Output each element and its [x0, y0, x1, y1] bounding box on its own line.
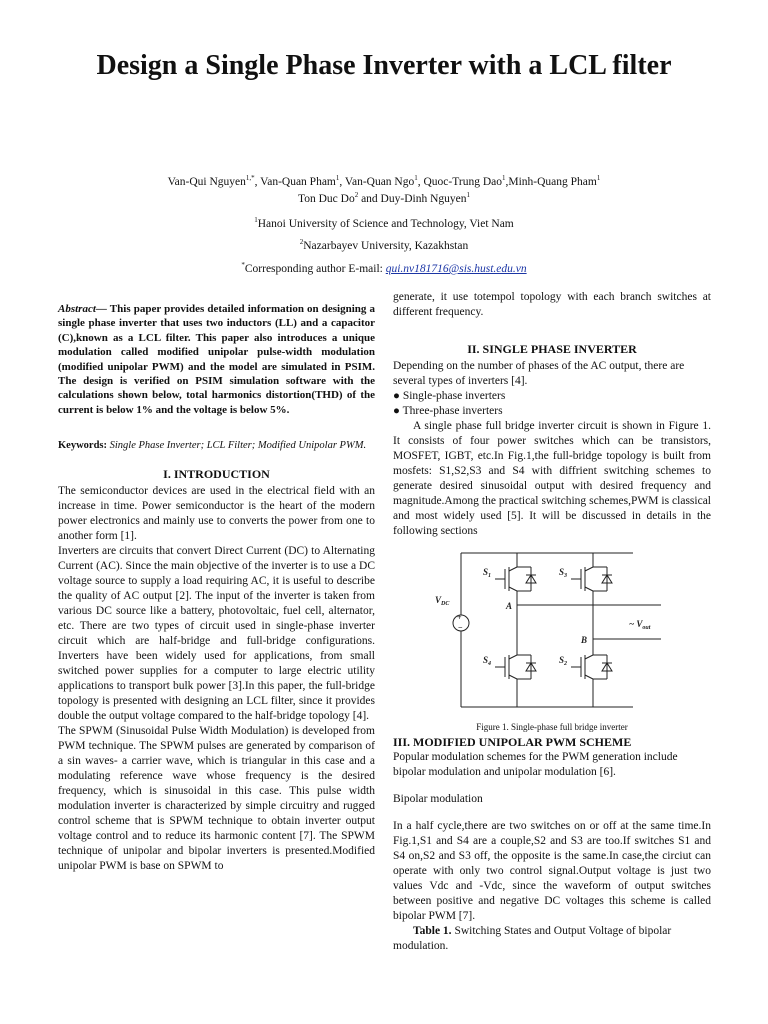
continued-paragraph: generate, it use totempol topology with each branch switches at different frequency.: [393, 291, 711, 318]
affil-sup: 1: [254, 216, 258, 225]
vdc-label: $V_{DC}$: [435, 595, 450, 607]
abstract: [58, 302, 375, 417]
keywords-label: Keywords:: [58, 440, 107, 452]
author-line-2: [60, 191, 708, 208]
affiliation-1: [60, 216, 708, 232]
author-sup: 1: [466, 191, 470, 200]
left-column: [58, 302, 375, 874]
author-sup: 1: [501, 174, 506, 183]
author: ,Minh-Quang Pham: [505, 176, 597, 188]
sec2-paragraph-2: A single phase full bridge inverter circuit is shown in Figure 1. It consists of four power switches which can be transistors, MOSFET, IGBT, etc.In Fig.1,the full-bridge topology is built from mosfets: S1,S2,S3 and S4 with diffrient switching schemes to generate desired sinusoidal output with desired frequency and magnitude.Among the practical switching schemes,PWM is classical and most widely used [5]. It will be discussed in details in the following sections: [393, 420, 711, 537]
table-caption: [393, 924, 711, 954]
s4-label: $S_4$: [483, 655, 492, 667]
author-list: [60, 174, 708, 208]
switch-s2: [571, 655, 612, 679]
bullet-item: ● Three-phase inverters: [393, 405, 503, 417]
author: , Quoc-Trung Dao: [417, 176, 502, 188]
affiliation-2: [60, 238, 708, 254]
author-sup: 1: [414, 174, 418, 183]
s1-label: $S_1$: [483, 567, 492, 579]
keywords-text: Single Phase Inverter; LCL Filter; Modified Unipolar PWM.: [107, 440, 367, 452]
node-b-label: B: [581, 635, 588, 645]
dc-plus-sign: +: [457, 613, 462, 622]
full-bridge-inverter-diagram: [433, 547, 665, 712]
corresponding-author: [60, 261, 708, 277]
author-sup: 1: [335, 174, 340, 183]
sec3-paragraph-1: Popular modulation schemes for the PWM generation include bipolar modulation and unipolar modulation [6].: [393, 751, 678, 778]
vout-label: ~ $V_{out}$: [629, 619, 651, 631]
intro-paragraph-1: The semiconductor devices are used in the electrical field with an increase in time. Power semiconductor is the heart of the modern power electronics and mainly use to converts the power from one to another form [1].: [58, 485, 375, 543]
keywords: [58, 439, 375, 453]
author-line-1: [60, 174, 708, 191]
intro-paragraph-3: The SPWM (Sinusoidal Pulse Width Modulation) is developed from PWM technique. The SPWM pulses are generated by comparison of a sin waves- a carrier wave, which is triangular in this case and a modulating reference wave whose frequency is the desired frequency, which is sinusoidal in this case. This pulse width modulation inverter is characterized by simple circuitry and rugged control scheme that is SPWM technique to obtain inverter output voltage control and to reduce its harmonic content [7]. The SPWM technique of unipolar and bipolar inverters is presented.Modified unipolar PWM is base on SPWM to: [58, 725, 375, 873]
s3-label: $S_3$: [559, 567, 568, 579]
sec3-paragraph-2: In a half cycle,there are two switches on or off at the same time.In Fig.1,S1 and S4 are a couple,S2 and S3 are too.If switches S1 and S4 on,S2 and S3 off, the opposite is the same.In case,the circiut can operate with only two control signal.Output voltage is just two values Vdc and -Vdc, since the waveform of output switches between positive and negative DC voltages this scheme is called bipolar PWM [7].: [393, 820, 711, 922]
table-label: Table 1.: [413, 925, 452, 937]
intro-paragraph-2: Inverters are circuits that convert Direct Current (DC) to Alternating Current (AC). Since the main objective of the inverter is to use a DC voltage source to supply a load requiring AC, it is useful to describe the quality of AC output [2]. The input of the inverter is taken from various DC source like a battery, photovoltaic, fuel cell, alternator, etc. There are two types of circuit used in single-phase inverter circuit which are half-bridge and full-bridge configurations. Inverters have been widely used for applications, from small switched power supplies for a computer to large electric utility applications to transport bulk power [3].In this paper, the full-bridge topology is presented with designing an LCL filter, since it provides double the output voltage compared to the half-bridge topology [4].: [58, 545, 375, 723]
author: , Van-Quan Pham: [254, 176, 336, 188]
abstract-lead: Abstract—: [58, 303, 107, 315]
email-link[interactable]: qui.nv181716@sis.hust.edu.vn: [385, 263, 527, 275]
author: Ton Duc Do: [298, 193, 355, 205]
sec2-paragraph-1: Depending on the number of phases of the AC output, there are several types of inverters [4].: [393, 360, 685, 387]
section-heading-single-phase: II. SINGLE PHASE INVERTER: [467, 342, 637, 356]
right-column: [393, 290, 711, 954]
affil-sup: 2: [299, 238, 304, 247]
switch-s3: [571, 567, 612, 591]
section-heading-introduction: I. INTRODUCTION: [163, 467, 270, 482]
author: and Duy-Dinh Nguyen: [358, 193, 467, 205]
author-sup: 1: [596, 174, 601, 183]
switch-s4: [495, 655, 536, 679]
abstract-text: This paper provides detailed information on designing a single phase inverter that uses two inductors (LL) and a capacitor (C),known as a LCL filter. This paper also introduces a unique modulation called modified unipolar pulse-width modulation (modified unipolar PWM) and the model are simulated in PSIM. The design is verified on PSIM simulation software with the calculations shown below, total harmonics distortion(THD) of the current is below 1% and the voltage is below 5%.: [58, 303, 375, 416]
author: , Van-Quan Ngo: [339, 176, 415, 188]
figure-caption: Figure 1. Single-phase full bridge inverter: [476, 722, 628, 732]
bipolar-label: Bipolar modulation: [393, 793, 483, 805]
node-a-label: A: [506, 601, 513, 611]
section-heading-modified-unipolar: III. MODIFIED UNIPOLAR PWM SCHEME: [393, 735, 632, 749]
paper-title: Design a Single Phase Inverter with a LCL filter: [96, 50, 672, 81]
switch-s1: [495, 567, 536, 591]
author-sup: 1,*: [245, 174, 255, 183]
s2-label: $S_2$: [559, 655, 568, 667]
affil-text: Hanoi University of Science and Technology, Viet Nam: [257, 218, 514, 230]
dc-minus-sign: −: [458, 623, 463, 632]
table-caption-text: Switching States and Output Voltage of bipolar modulation.: [393, 925, 672, 952]
author-sup: 2: [354, 191, 359, 200]
author: Van-Qui Nguyen: [167, 176, 246, 188]
affil-sup: *: [241, 261, 245, 270]
bullet-item: ● Single-phase inverters: [393, 390, 506, 402]
affil-text: Nazarbayev University, Kazakhstan: [303, 240, 469, 252]
corr-label: Corresponding author E-mail:: [244, 263, 386, 275]
